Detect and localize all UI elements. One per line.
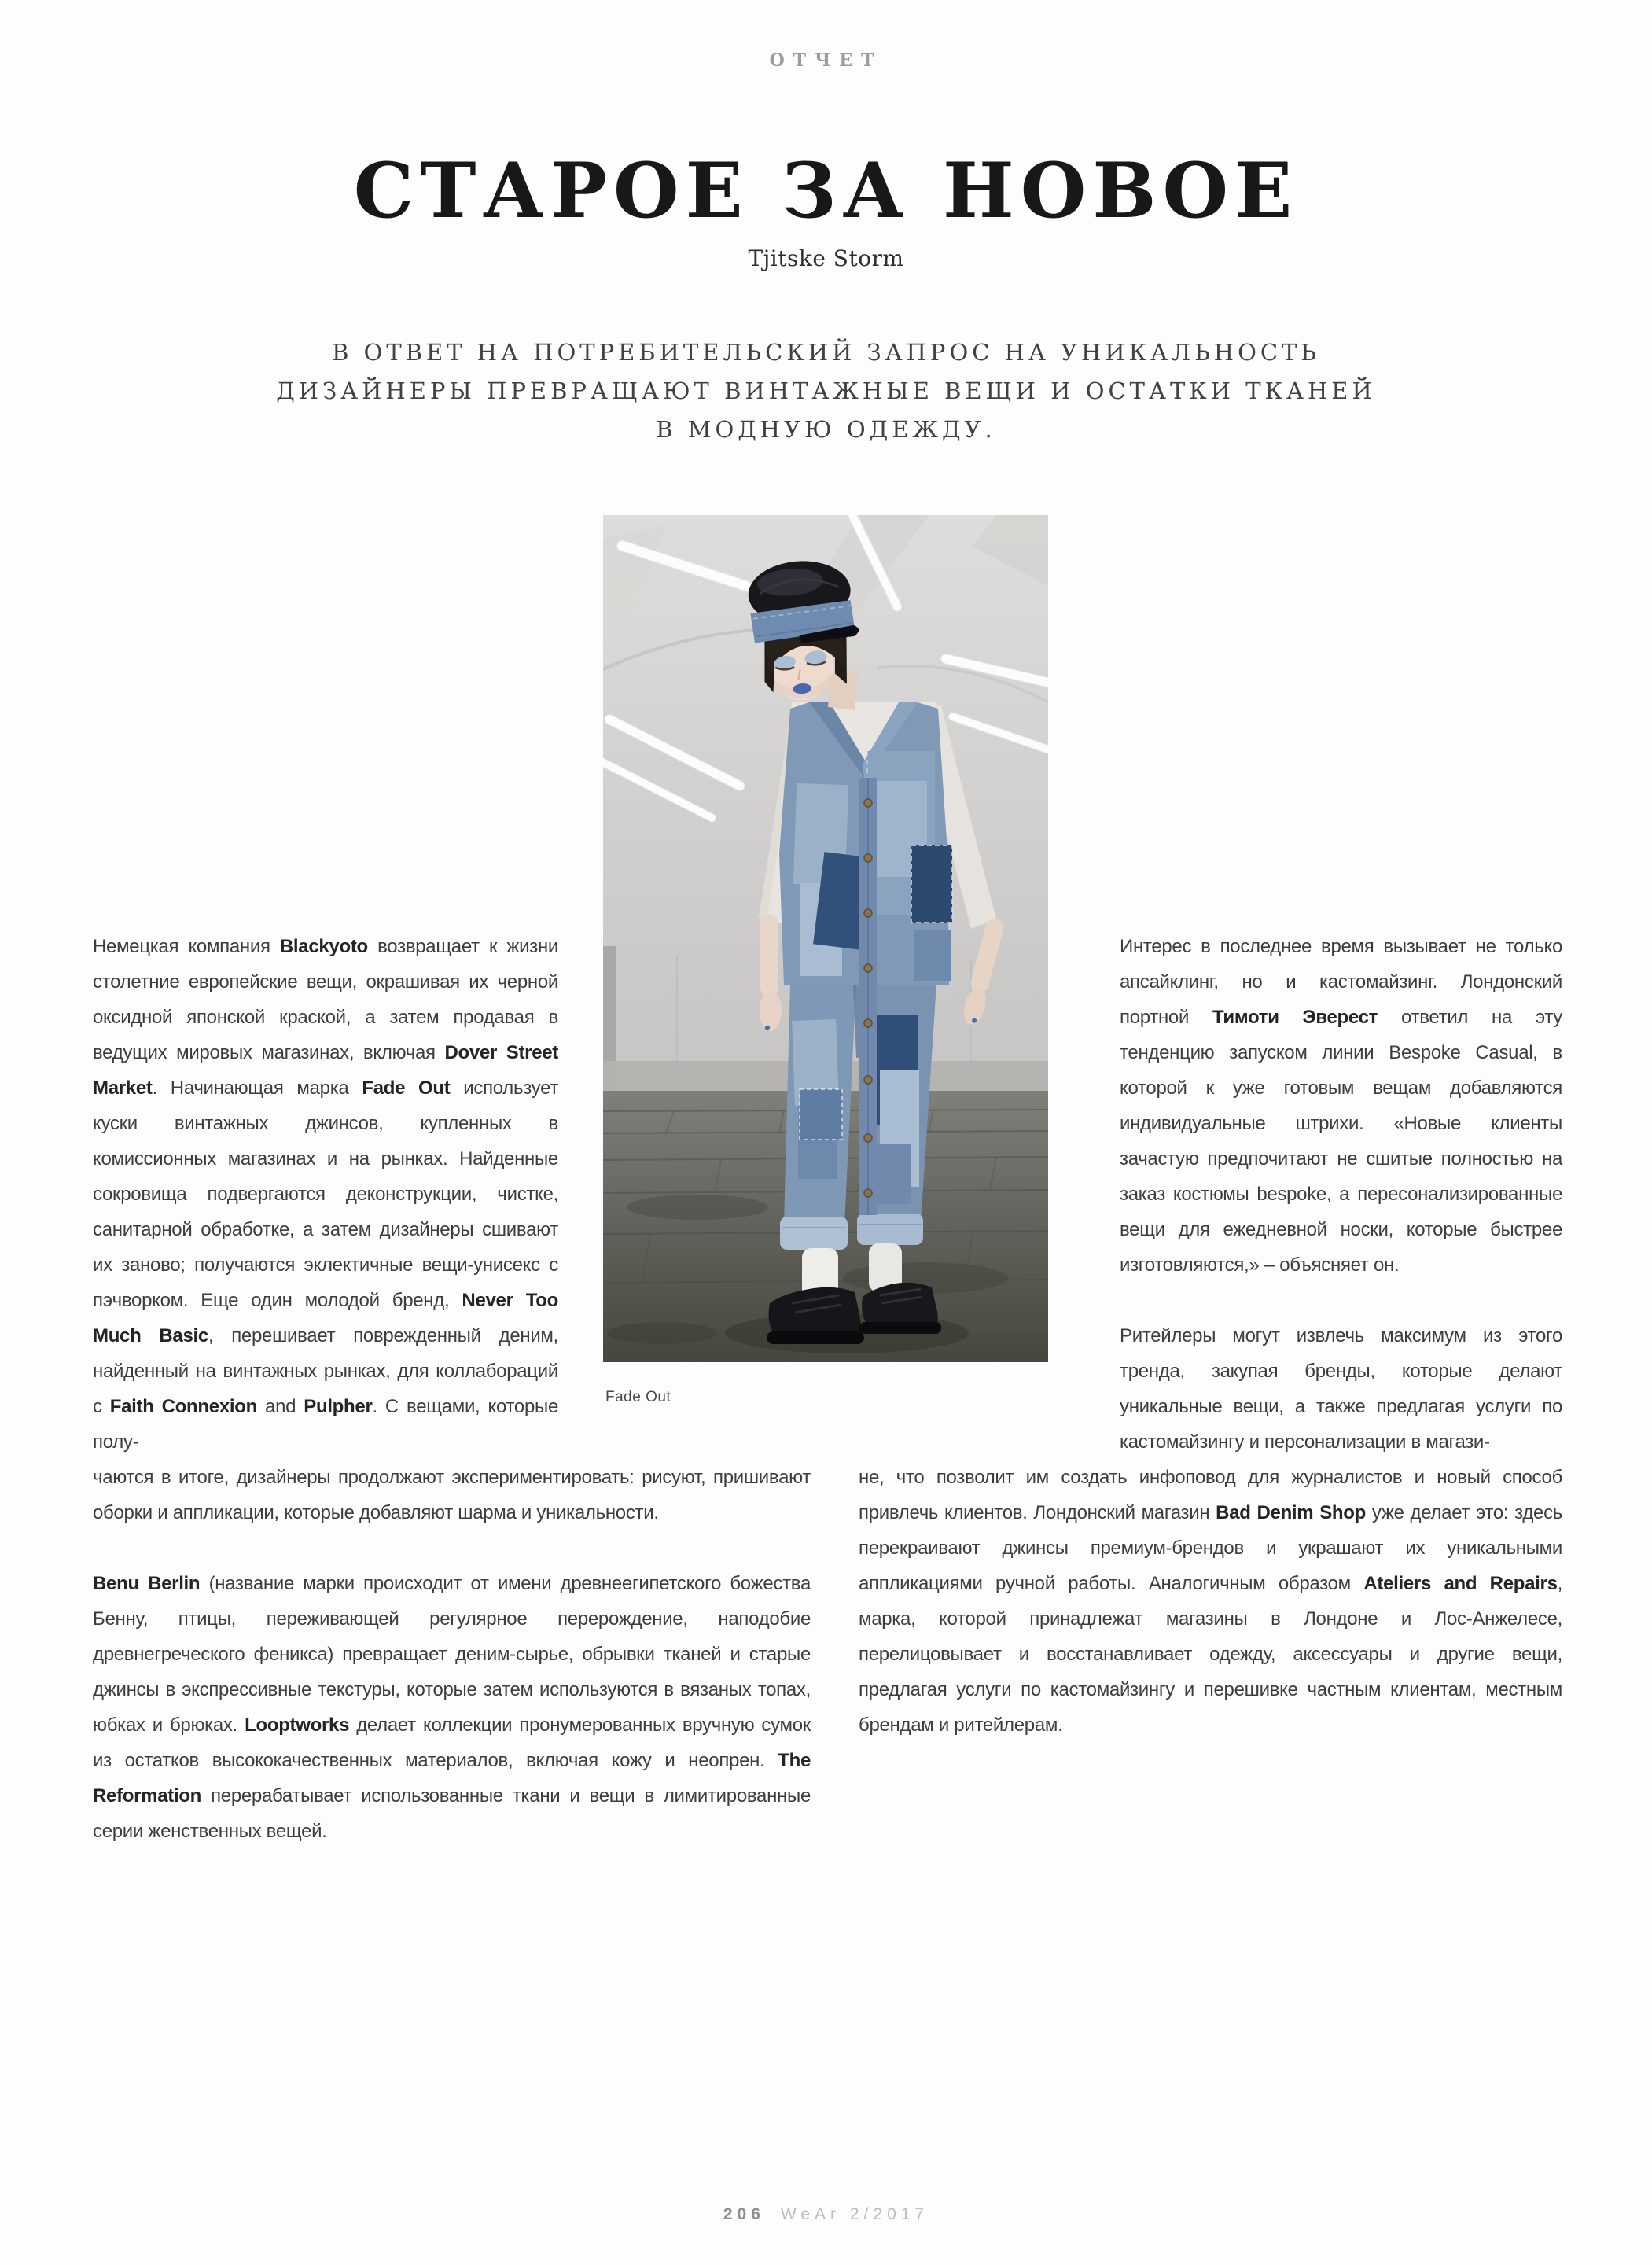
article-title: СТАРОЕ ЗА НОВОЕ bbox=[353, 146, 1299, 235]
magazine-issue: WeAr 2/2017 bbox=[780, 2205, 929, 2223]
body-paragraph: Немецкая компания Blackyoto возвращает к жизни столетние европейские вещи, окрашивая их черной оксидной японской краской, а затем продавая в ведущих мировых магазинах, включая Dover Street Market. Начинающая марка Fade Out использует куски винтажных джинсов, купленных в комиссионных магазинах и на рынках. Найденные сокровища подвергаются деконструкции, чистке, санитарной обработке, а затем дизайнеры сшивают их заново; получаются эклектичные вещи-унисекс с пэчворком. Еще один молодой бренд, Never Too Much Basic, перешивает поврежденный деним, найденный на винтажных рынках, для коллабораций с Faith Connexion and Pulpher. С вещами, которые полу- bbox=[93, 936, 559, 1453]
photo-caption: Fade Out bbox=[605, 1389, 671, 1405]
column-right-wide bbox=[859, 1460, 1562, 1743]
body-paragraph: Интерес в последнее время вызывает не только апсайклинг, но и кастомайзинг. Лондонский портной Тимоти Эверест ответил на эту тенденцию запуском линии Bespoke Casual, в которой к уже готовым вещам добавляются индивидуальные штрихи. «Новые клиенты зачастую предпочитают не сшитые полностью на заказ костюмы bespoke, а пересонализированные вещи для ежедневной носки, которые быстрее изготовляются,» – объясняет он. bbox=[1120, 936, 1562, 1276]
article-lede bbox=[0, 333, 1652, 449]
lede-line: В МОДНУЮ ОДЕЖДУ. bbox=[656, 416, 996, 443]
body-paragraph: Ритейлеры могут извлечь максимум из этого тренда, закупая бренды, которые делают уникальные вещи, а также предлагая услуги по кастомайзингу и персонализации в магази- bbox=[1120, 1325, 1562, 1453]
fashion-photo-illustration bbox=[603, 515, 1048, 1362]
column-right-narrow bbox=[1120, 929, 1562, 1460]
body-paragraph: чаются в итоге, дизайнеры продолжают экспериментировать: рисуют, пришивают оборки и аппликации, которые добавляют шарма и уникальности. bbox=[93, 1467, 811, 1523]
column-left-narrow bbox=[93, 929, 558, 1460]
lede-line: ДИЗАЙНЕРЫ ПРЕВРАЩАЮТ ВИНТАЖНЫЕ ВЕЩИ И ОСТАТКИ ТКАНЕЙ bbox=[276, 378, 1376, 404]
body-paragraph: не, что позволит им создать инфоповод для журналистов и новый способ привлечь клиентов. Лондонский магазин Bad Denim Shop уже делает это: здесь перекраивают джинсы премиум-брендов и украшают их уникальными аппликациями ручной работы. Аналогичным образом Ateliers and Repairs, марка, которой принадлежат магазины в Лондоне и Лос-Анжелесе, перелицовывает и восстанавливает одежду, аксессуары и другие вещи, предлагая услуги по кастомайзингу и перешивке частным клиентам, местным брендам и ритейлерам. bbox=[859, 1467, 1563, 1736]
author-byline: Tjitske Storm bbox=[748, 245, 904, 271]
column-left-wide bbox=[93, 1460, 811, 1849]
body-paragraph: Benu Berlin (название марки происходит от имени древнеегипетского божества Бенну, птицы, переживающей регулярное перерождение, наподобие древнегреческого феникса) превращает деним-сырье, обрывки тканей и старые джинсы в экспрессивные текстуры, которые затем используются в вязаных топах, юбках и брюках. Looptworks делает коллекции пронумерованных вручную сумок из остатков высококачественных материалов, включая кожу и неопрен. The Reformation перерабатывает использованные ткани и вещи в лимитированные серии женственных вещей. bbox=[93, 1573, 811, 1842]
page-number: 206 bbox=[723, 2205, 765, 2223]
page-footer bbox=[0, 2205, 1652, 2224]
section-kicker: ОТЧЕТ bbox=[769, 50, 883, 71]
lede-line: В ОТВЕТ НА ПОТРЕБИТЕЛЬСКИЙ ЗАПРОС НА УНИКАЛЬНОСТЬ bbox=[332, 339, 1320, 366]
fashion-photo bbox=[603, 515, 1048, 1362]
